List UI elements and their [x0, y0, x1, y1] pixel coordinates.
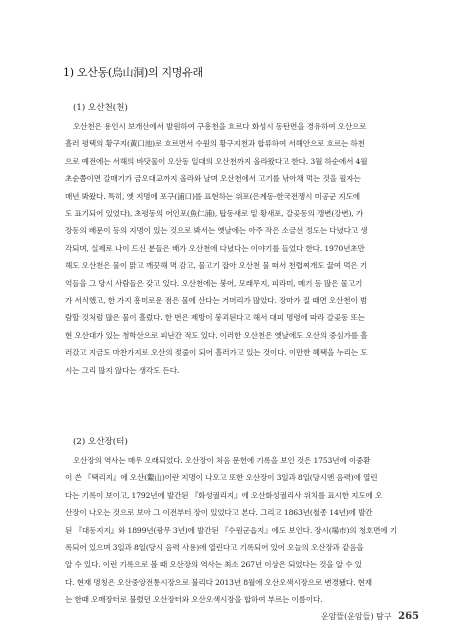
text-line: 장동의 배문이 등의 지명이 있는 것으로 봐서는 옛날에는 아주 작은 소금선 정도는 다녔다고 생: [65, 226, 368, 236]
text-line: 흘러 평택의 황구지(黃口池)로 흐르면서 수원의 황구지천과 합류하여 서해안으로 흐르는 하천: [65, 139, 365, 149]
text-line: 매년 봐왔다. 특히, 옛 지명에 포구(浦口)를 표현하는 위포(은계동-한국전쟁시 미공군 지도에: [65, 191, 360, 201]
text-line: 가 서식했고, 한 가지 흥미로운 점은 물에 산다는 거머리가 많았다. 장마가 질 때면 오산천이 범: [65, 296, 368, 306]
text-line: 는 한때 오매장터로 불렸던 오산장터와 오산오색시장을 합하여 부르는 이름이다.: [65, 595, 323, 605]
page-number: 265: [398, 611, 419, 622]
section-osanjang: [65, 432, 417, 609]
text-line: 알 수 있다. 이런 기록으로 볼 때 오산장의 역사는 최소 267년 이상은 되었다는 것을 알 수 있: [65, 560, 362, 570]
text-line: 해도 오산천은 물이 맑고 깨끗해 멱 감고, 물고기 잡아 오산천 물 떠서 천렵찌개도 끓여 먹은 기: [65, 261, 368, 271]
subheading-osanjang: (2) 오산장(터): [73, 437, 128, 447]
text-line: 오산천은 용인시 보개산에서 발원하여 구흥천을 흐르다 화성시 동탄면을 경유하여 오산으로: [73, 122, 367, 131]
text-line: 으로 예전에는 서해의 바닷물이 오산동 일대의 오산천까지 올라왔다고 한다. 3월 하순에서 4월: [65, 156, 368, 166]
text-line: 억들을 그 당시 사람들은 갖고 있다. 오산천에는 붕어, 모래무지, 피라미, 메기 등 많은 물고기: [65, 278, 363, 288]
text-line: 된 『대동지지』와 1899년(광무 3년)에 발간된 『수원군읍지』에도 보인다. 장시(場市)의 청호면에 기: [65, 525, 397, 535]
text-line: 록되어 있으며 3일과 8일(당시 음력 사용)에 열린다고 기록되어 있어 오늘의 오산장과 같음을: [65, 543, 364, 553]
section-ocheon: [65, 98, 417, 379]
text-line: 러갔고 지금도 마찬가지로 오산의 젖줄이 되어 흘러가고 있는 것이다. 이만한 혜택을 누리는 도: [65, 348, 368, 358]
text-line: 다. 현재 명칭은 오산중앙전통시장으로 불리다 2013년 8월에 오산오색시장으로 변경됐다. 현재: [65, 577, 372, 587]
text-line: 산장이 나오는 것으로 보아 그 이전부터 장이 있었다고 본다. 그리고 1863년(철종 14년)에 발간: [65, 508, 373, 518]
text-line: 오산장의 역사는 매우 오래되었다. 오산장이 처음 문헌에 기록을 보인 것은 1753년에 이중환: [73, 456, 371, 465]
text-line: 각되며, 실제로 나이 드신 분들은 배가 오산천에 다녔다는 이야기를 들었다 한다. 1970년초만: [65, 243, 365, 253]
section-heading: 1) 오산동(烏山洞)의 지명유래: [63, 66, 203, 79]
text-line: 초순쯤이면 갈매기가 금오대교까지 올라와 날며 오산천에서 고기를 낚아채 먹는 것을 필자는: [65, 174, 361, 184]
text-line: 다는 기록이 보이고, 1792년에 발간된 『화성궐리지』에 오산화성궐리사 위치를 표시한 지도에 오: [65, 490, 383, 500]
subheading-ocheon: (1) 오산천(천): [73, 103, 128, 113]
running-title: 운암뜰(운암들) 탐구: [320, 612, 392, 621]
paragraph-osanjang: [65, 452, 417, 609]
text-line: 람할 것처럼 많은 물이 흘렀다. 한 번은 제방이 붕괴된다고 해서 대피 명령에 따라 갈곶동 또는: [65, 313, 365, 323]
paragraph-ocheon: [65, 118, 417, 379]
page-footer: [321, 611, 419, 622]
text-line: 시는 그리 많지 않다는 생각도 든다.: [65, 365, 180, 375]
text-line: 현 오산대가 있는 청학산으로 피난간 적도 있다. 이러한 오산천은 옛날에도 오산의 중심가를 흘: [65, 330, 368, 340]
text-line: 이 쓴 『택리지』에 오산(鰲山)이란 지명이 나오고 또한 오산장이 3일과 8일(당시엔 음력)에 열린: [65, 473, 378, 483]
text-line: 도 표기되어 있었다), 초평동의 어인포(魚仁浦), 탑동새로 밑 황새포, 갈곶동의 갱변(강변), 가: [65, 209, 364, 219]
